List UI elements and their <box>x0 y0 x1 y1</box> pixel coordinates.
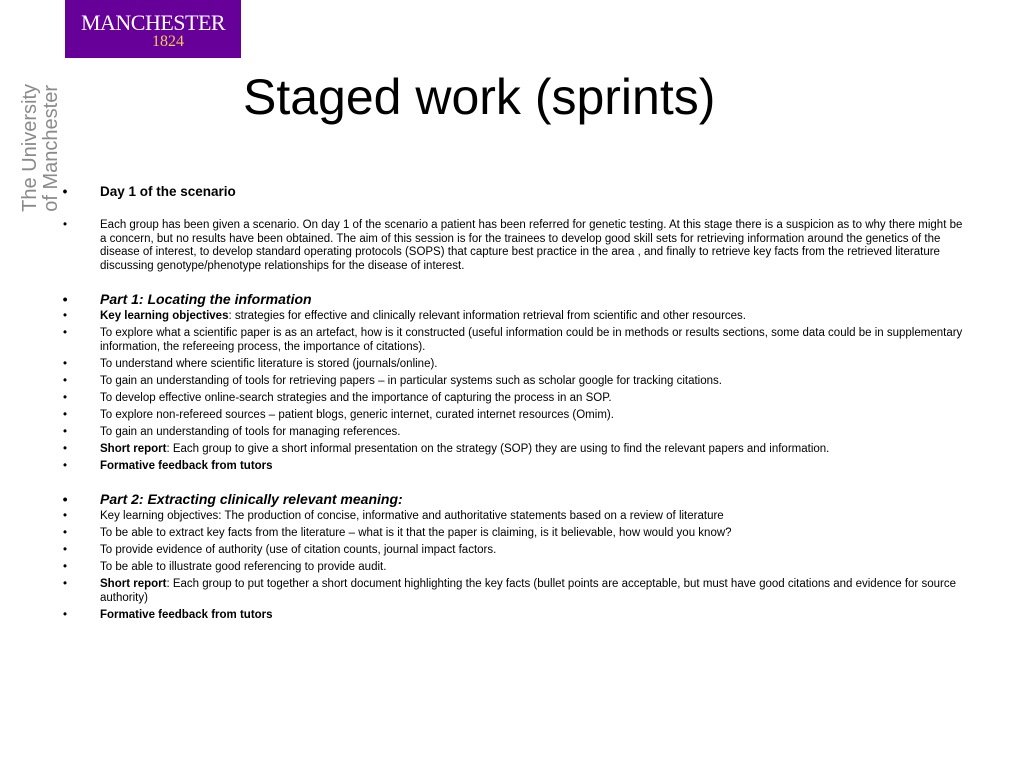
list-item <box>60 183 965 200</box>
part2-item: To provide evidence of authority (use of citation counts, journal impact factors. <box>100 544 497 556</box>
slide-body <box>60 183 965 626</box>
university-logo <box>65 0 241 58</box>
bullet-icon: • <box>62 357 68 370</box>
bullet-icon: • <box>62 442 68 455</box>
bullet-icon: • <box>62 510 68 522</box>
list-item <box>60 426 965 440</box>
list-item <box>60 544 965 558</box>
list-item <box>60 358 965 372</box>
list-item <box>60 609 965 623</box>
bullet-icon: • <box>62 184 68 199</box>
part2-report-text: : Each group to put together a short document highlighting the key facts (bullet points are acceptable, but must have good citations and evidence for source authority) <box>100 578 956 604</box>
bullet-icon: • <box>62 391 68 404</box>
logo-year: 1824 <box>152 33 184 50</box>
list-item <box>60 375 965 389</box>
part1-objectives-text: : strategies for effective and clinically relevant information retrieval from scientific and other resources. <box>228 310 746 322</box>
list-item <box>60 291 965 308</box>
part2-feedback: Formative feedback from tutors <box>100 608 273 621</box>
part1-item: To develop effective online-search strategies and the importance of capturing the process in an SOP. <box>100 391 612 404</box>
slide-title: Staged work (sprints) <box>243 69 716 125</box>
list-item <box>60 527 965 541</box>
part2-heading: Part 2: Extracting clinically relevant meaning: <box>100 491 403 507</box>
wordmark-line-1: The University <box>19 84 41 212</box>
part1-feedback: Formative feedback from tutors <box>100 459 273 472</box>
bullet-icon: • <box>62 408 68 421</box>
part2-item: Key learning objectives: The production of concise, informative and authoritative statements based on a review of literature <box>100 510 724 522</box>
bullet-icon: • <box>62 491 68 507</box>
bullet-icon: • <box>62 527 68 539</box>
scenario-paragraph: Each group has been given a scenario. On day 1 of the scenario a patient has been referred for genetic testing. At this stage there is a suspicion as to why there might be a concern, but no results have been obtained. The aim of this session is for the trainees to develop good skill sets for retrieving information around the genetics of the disease of interest, to develop standard operating protocols (SOPS) that capture best practice in the area , and finally to retrieve key facts from the retrieved literature discussing genotype/phenotype relationships for the disease of interest. <box>100 219 963 272</box>
bullet-icon: • <box>62 219 68 231</box>
part1-item: To explore what a scientific paper is as an artefact, how is it constructed (useful information could be in methods or results sections, some data could be in supplementary information, the refereeing process, the importance of citations). <box>100 327 963 353</box>
list-item <box>60 392 965 406</box>
part1-heading: Part 1: Locating the information <box>100 291 312 307</box>
part1-report-label: Short report <box>100 442 167 455</box>
list-item <box>60 578 965 605</box>
bullet-icon: • <box>62 544 68 556</box>
part2-item: To be able to extract key facts from the literature – what is it that the paper is claiming, is it believable, how would you know? <box>100 527 732 539</box>
part1-item: To explore non-refereed sources – patient blogs, generic internet, curated internet resources (Omim). <box>100 408 614 421</box>
wordmark-line-2: of Manchester <box>40 85 62 212</box>
part1-item: To gain an understanding of tools for retrieving papers – in particular systems such as scholar google for tracking citations. <box>100 374 722 387</box>
list-item <box>60 219 965 273</box>
part1-item: To understand where scientific literature is stored (journals/online). <box>100 357 438 370</box>
list-item <box>60 460 965 474</box>
bullet-icon: • <box>62 327 68 339</box>
bullet-icon: • <box>62 561 68 573</box>
bullet-icon: • <box>62 310 68 322</box>
part2-report-label: Short report <box>100 578 167 590</box>
list-item <box>60 561 965 575</box>
day1-heading: Day 1 of the scenario <box>100 184 236 199</box>
bullet-icon: • <box>62 374 68 387</box>
part1-objectives-label: Key learning objectives <box>100 310 229 322</box>
bullet-icon: • <box>62 578 68 590</box>
bullet-icon: • <box>62 459 68 472</box>
logo-name: MANCHESTER <box>80 10 226 35</box>
list-item <box>60 310 965 324</box>
bullet-icon: • <box>62 291 68 307</box>
part1-item: To gain an understanding of tools for managing references. <box>100 425 401 438</box>
list-item <box>60 491 965 508</box>
list-item <box>60 327 965 354</box>
university-vertical-wordmark <box>20 62 64 212</box>
part1-report-text: : Each group to give a short informal presentation on the strategy (SOP) they are using to find the relevant papers and information. <box>166 442 830 455</box>
list-item <box>60 443 965 457</box>
bullet-icon: • <box>62 425 68 438</box>
list-item <box>60 409 965 423</box>
bullet-icon: • <box>62 608 68 621</box>
list-item <box>60 510 965 524</box>
part2-item: To be able to illustrate good referencing to provide audit. <box>100 561 387 573</box>
